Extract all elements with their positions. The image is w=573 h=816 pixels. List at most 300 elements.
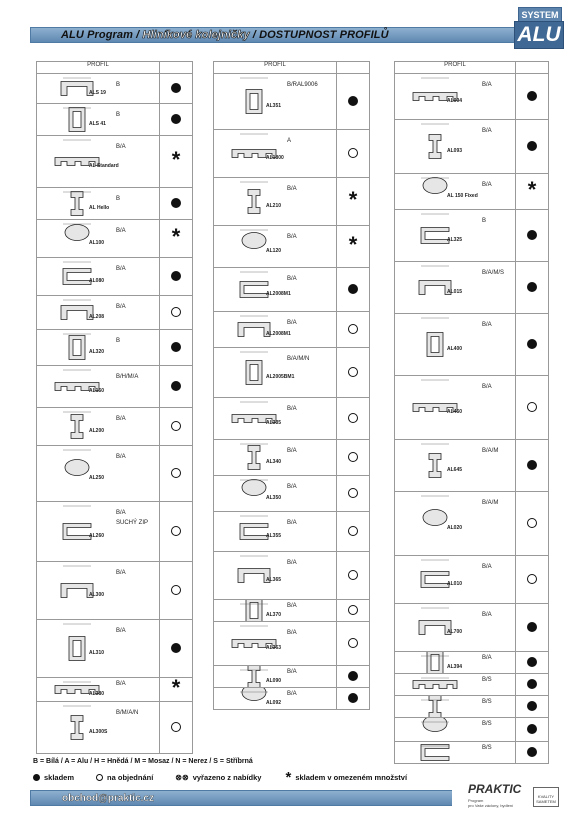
profile-cell bbox=[37, 296, 160, 330]
in-stock-dot-icon bbox=[171, 342, 181, 352]
profile-drawing bbox=[37, 366, 147, 407]
profile-cell bbox=[395, 262, 516, 314]
profile-color-tag: B/A bbox=[482, 322, 492, 328]
availability-cell bbox=[337, 348, 370, 398]
availability-cell bbox=[160, 258, 193, 296]
on-order-ring-icon bbox=[171, 307, 181, 317]
availability-cell bbox=[516, 210, 549, 262]
on-order-ring-icon bbox=[171, 585, 181, 595]
profile-cell bbox=[214, 476, 337, 512]
in-stock-dot-icon bbox=[527, 701, 537, 711]
profile-color-tag: B bbox=[116, 338, 121, 344]
profile-color-tag: B/A/M bbox=[482, 448, 499, 454]
color-legend: B = Bílá / A = Alu / H = Hnědá / M = Mosaz / N = Nerez / S = Stříbrná bbox=[33, 758, 253, 765]
on-order-ring-icon bbox=[348, 638, 358, 648]
in-stock-dot-icon bbox=[527, 230, 537, 240]
profile-cell bbox=[395, 556, 516, 604]
profile-row bbox=[37, 296, 193, 330]
profile-code: AL092 bbox=[266, 700, 282, 706]
on-order-ring-icon bbox=[348, 367, 358, 377]
legend-star-label: skladem v omezeném množství bbox=[295, 773, 408, 782]
profile-color-tag: B/A bbox=[287, 406, 297, 412]
profile-drawing bbox=[395, 174, 505, 209]
profile-drawing bbox=[37, 136, 147, 187]
profile-cell bbox=[37, 188, 160, 220]
profile-drawing bbox=[395, 210, 505, 261]
on-order-ring-icon bbox=[527, 518, 537, 528]
profile-row bbox=[37, 136, 193, 188]
profile-code: AL250 bbox=[89, 475, 105, 481]
profile-code: AL Hello bbox=[89, 205, 110, 211]
on-order-ring-icon bbox=[348, 488, 358, 498]
profile-row bbox=[37, 446, 193, 502]
availability-cell bbox=[516, 696, 549, 718]
profile-code: AL090 bbox=[266, 678, 282, 684]
profile-row bbox=[37, 502, 193, 562]
profile-row bbox=[214, 622, 370, 666]
profile-row bbox=[37, 678, 193, 702]
in-stock-dot-icon bbox=[171, 271, 181, 281]
profile-drawing bbox=[37, 330, 147, 365]
profile-code: AL015 bbox=[447, 289, 463, 295]
availability-cell bbox=[337, 688, 370, 710]
profile-color-tag: B bbox=[116, 196, 121, 202]
profile-code: AL2008M1 bbox=[266, 331, 291, 337]
profile-color-tag: B/A bbox=[287, 603, 297, 609]
profile-drawing bbox=[214, 178, 324, 225]
in-stock-dot-icon bbox=[171, 381, 181, 391]
on-order-ring-icon bbox=[171, 421, 181, 431]
availability-cell bbox=[160, 620, 193, 678]
profile-row bbox=[214, 512, 370, 552]
profile-cell bbox=[37, 330, 160, 366]
in-stock-dot-icon bbox=[348, 671, 358, 681]
profile-cell bbox=[395, 674, 516, 696]
profile-cell bbox=[214, 312, 337, 348]
profile-code: AL208 bbox=[89, 314, 105, 320]
profile-row bbox=[395, 718, 549, 742]
profile-cell bbox=[37, 562, 160, 620]
availability-cell bbox=[516, 314, 549, 376]
profile-row bbox=[395, 314, 549, 376]
profile-drawing bbox=[37, 220, 147, 257]
profile-code: AL450 bbox=[447, 409, 463, 415]
profile-row bbox=[395, 674, 549, 696]
on-order-ring-icon bbox=[348, 452, 358, 462]
profile-row bbox=[214, 348, 370, 398]
profile-code: AL363 bbox=[266, 645, 282, 651]
email-link[interactable]: obchod@praktic.cz bbox=[62, 793, 154, 804]
profile-cell bbox=[395, 604, 516, 652]
in-stock-dot-icon bbox=[348, 96, 358, 106]
availability-cell bbox=[516, 492, 549, 556]
profile-drawing bbox=[37, 258, 147, 295]
profile-color-tag: B/A bbox=[287, 234, 297, 240]
column-header: PROFIL bbox=[214, 62, 337, 74]
in-stock-dot-icon bbox=[527, 339, 537, 349]
availability-cell bbox=[160, 136, 193, 188]
availability-cell bbox=[337, 74, 370, 130]
profile-row bbox=[395, 174, 549, 210]
profile-row bbox=[37, 104, 193, 136]
profile-cell bbox=[214, 268, 337, 312]
on-order-ring-icon bbox=[348, 570, 358, 580]
profile-code: AL325 bbox=[447, 237, 463, 243]
availability-cell bbox=[337, 476, 370, 512]
profile-cell bbox=[37, 446, 160, 502]
profile-color-tag: B/A bbox=[287, 186, 297, 192]
profile-cell bbox=[395, 696, 516, 718]
profile-color-tag: B/A bbox=[116, 416, 126, 422]
profile-cell bbox=[395, 742, 516, 764]
availability-cell bbox=[337, 622, 370, 666]
availability-cell bbox=[516, 718, 549, 742]
profile-code: AL094 bbox=[447, 98, 463, 104]
on-order-ring-icon bbox=[348, 526, 358, 536]
profile-color-tag: B/A bbox=[287, 484, 297, 490]
profile-drawing bbox=[214, 312, 324, 347]
profile-color-tag: B/A bbox=[116, 570, 126, 576]
profile-row bbox=[214, 312, 370, 348]
profile-row bbox=[395, 696, 549, 718]
in-stock-dot-icon bbox=[171, 198, 181, 208]
profile-color-tag: B/A bbox=[482, 182, 492, 188]
system-alu-logo bbox=[512, 7, 564, 49]
profile-row bbox=[395, 556, 549, 604]
profile-drawing bbox=[214, 622, 324, 665]
availability-cell bbox=[160, 104, 193, 136]
profile-cell bbox=[214, 226, 337, 268]
profile-cell bbox=[395, 492, 516, 556]
profile-color-tag: B/A bbox=[482, 128, 492, 134]
limited-stock-asterisk-icon: * bbox=[171, 674, 181, 700]
availability-cell bbox=[337, 600, 370, 622]
availability-cell bbox=[337, 666, 370, 688]
profile-code: AL150 bbox=[89, 388, 105, 394]
limited-stock-asterisk-icon: * bbox=[171, 146, 181, 172]
availability-cell bbox=[160, 702, 193, 754]
asterisk-icon: * bbox=[285, 768, 292, 786]
profile-drawing bbox=[37, 296, 147, 329]
profile-color-tag: B/H/M/A bbox=[116, 374, 139, 380]
profile-drawing bbox=[37, 446, 147, 501]
in-stock-dot-icon bbox=[171, 83, 181, 93]
profile-color-tag: B/A bbox=[116, 454, 126, 460]
availability-cell bbox=[337, 226, 370, 268]
legend-x-label: vyřazeno z nabídky bbox=[192, 773, 262, 782]
profile-code: AL120 bbox=[266, 248, 282, 254]
profile-cell bbox=[214, 600, 337, 622]
profile-row bbox=[37, 408, 193, 446]
profile-cell bbox=[395, 314, 516, 376]
profile-drawing bbox=[37, 678, 147, 701]
profile-cell bbox=[395, 652, 516, 674]
profile-column-1 bbox=[36, 61, 193, 754]
availability-cell bbox=[337, 512, 370, 552]
profile-color-tag: B/A bbox=[116, 681, 126, 687]
profile-cell bbox=[214, 666, 337, 688]
limited-stock-asterisk-icon: * bbox=[171, 223, 181, 249]
crossed-dot-icon: ⊗⊗ bbox=[175, 773, 189, 782]
profile-drawing bbox=[214, 268, 324, 311]
availability-cell bbox=[516, 742, 549, 764]
profile-row bbox=[395, 120, 549, 174]
profile-color-tag: A bbox=[287, 138, 292, 144]
profile-code: AL2005BM1 bbox=[266, 374, 295, 380]
profile-drawing bbox=[214, 552, 324, 599]
profile-drawing bbox=[214, 440, 324, 475]
profile-row bbox=[214, 600, 370, 622]
in-stock-dot-icon bbox=[348, 284, 358, 294]
profile-code: AL380 bbox=[89, 691, 105, 697]
profile-cell bbox=[395, 718, 516, 742]
profile-row bbox=[214, 226, 370, 268]
availability-cell bbox=[160, 366, 193, 408]
profile-row bbox=[214, 74, 370, 130]
availability-cell bbox=[516, 262, 549, 314]
profile-code: ALS 19 bbox=[89, 90, 106, 96]
profile-code: AL260 bbox=[89, 533, 105, 539]
profile-code: AL093 bbox=[447, 148, 463, 154]
dot-icon bbox=[33, 774, 40, 781]
profile-color-tag: B/A bbox=[116, 228, 126, 234]
in-stock-dot-icon bbox=[171, 643, 181, 653]
profile-cell bbox=[214, 178, 337, 226]
profile-cell bbox=[214, 130, 337, 178]
availability-cell bbox=[160, 74, 193, 104]
profile-code: AL300S bbox=[89, 729, 108, 735]
profile-row bbox=[214, 398, 370, 440]
profile-color-tag: B/A bbox=[116, 304, 126, 310]
profile-cell bbox=[214, 74, 337, 130]
header-bar bbox=[30, 27, 550, 43]
in-stock-dot-icon bbox=[527, 679, 537, 689]
profile-color-tag: B/A bbox=[482, 384, 492, 390]
limited-stock-asterisk-icon: * bbox=[527, 176, 537, 202]
profile-code: AL1800 bbox=[266, 155, 284, 161]
availability-cell bbox=[516, 604, 549, 652]
profile-color-tag: B/A bbox=[287, 276, 297, 282]
profile-row bbox=[395, 262, 549, 314]
profile-cell bbox=[395, 210, 516, 262]
availability-cell bbox=[337, 398, 370, 440]
profile-drawing bbox=[37, 620, 147, 677]
profile-cell bbox=[214, 552, 337, 600]
profile-code: AL350 bbox=[266, 495, 282, 501]
profile-color-tag: B/M/A/N bbox=[116, 710, 139, 716]
profile-cell bbox=[214, 688, 337, 710]
profile-color-tag: B/A bbox=[482, 564, 492, 570]
profile-cell bbox=[37, 502, 160, 562]
profile-row bbox=[214, 440, 370, 476]
profile-cell bbox=[37, 620, 160, 678]
profile-drawing bbox=[37, 104, 147, 135]
praktic-logo bbox=[452, 779, 565, 813]
profile-drawing bbox=[37, 408, 147, 445]
profile-cell bbox=[37, 366, 160, 408]
profile-code: AL340 bbox=[266, 459, 282, 465]
profile-color-tag: B/A bbox=[482, 82, 492, 88]
profile-color-tag: B/S bbox=[482, 721, 492, 727]
profile-drawing bbox=[37, 502, 147, 561]
profile-row bbox=[395, 742, 549, 764]
profile-color-tag: B/A bbox=[287, 448, 297, 454]
profile-color-tag: B/A bbox=[287, 560, 297, 566]
profile-cell bbox=[37, 136, 160, 188]
availability-cell bbox=[160, 330, 193, 366]
availability-cell bbox=[516, 74, 549, 120]
profile-cell bbox=[395, 376, 516, 440]
profile-extra-tag: SUCHÝ ZIP bbox=[116, 520, 149, 526]
profile-color-tag: B/A bbox=[116, 266, 126, 272]
title-part3: / DOSTUPNOST PROFILŮ bbox=[249, 29, 389, 41]
profile-row bbox=[214, 552, 370, 600]
page-title bbox=[61, 29, 389, 41]
profile-color-tag: B/A bbox=[116, 628, 126, 634]
profile-drawing bbox=[37, 188, 147, 219]
availability-cell bbox=[160, 296, 193, 330]
availability-cell bbox=[516, 120, 549, 174]
profile-row bbox=[37, 220, 193, 258]
profile-drawing bbox=[37, 74, 147, 103]
profile-row bbox=[37, 74, 193, 104]
profile-row bbox=[37, 258, 193, 296]
profile-cell bbox=[37, 220, 160, 258]
availability-cell bbox=[337, 312, 370, 348]
in-stock-dot-icon bbox=[348, 693, 358, 703]
in-stock-dot-icon bbox=[527, 141, 537, 151]
profile-code: AL370 bbox=[266, 612, 282, 618]
availability-cell bbox=[160, 408, 193, 446]
profile-color-tag: B/A bbox=[116, 510, 126, 516]
on-order-ring-icon bbox=[171, 722, 181, 732]
profile-color-tag: B/A/M/S bbox=[482, 270, 505, 276]
profile-code: AL210 bbox=[266, 203, 282, 209]
in-stock-dot-icon bbox=[527, 622, 537, 632]
in-stock-dot-icon bbox=[527, 460, 537, 470]
profile-row bbox=[37, 188, 193, 220]
profile-cell bbox=[395, 120, 516, 174]
profile-cell bbox=[37, 74, 160, 104]
in-stock-dot-icon bbox=[171, 114, 181, 124]
quality-badge: KVALITY SAMETEM bbox=[533, 787, 559, 807]
brand-sub1: Program bbox=[468, 798, 484, 803]
on-order-ring-icon bbox=[348, 324, 358, 334]
availability-cell bbox=[337, 552, 370, 600]
profile-row bbox=[214, 688, 370, 710]
profile-row bbox=[214, 268, 370, 312]
profile-drawing bbox=[214, 476, 324, 511]
profile-row bbox=[37, 562, 193, 620]
profile-code: AL300 bbox=[89, 592, 105, 598]
profile-row bbox=[214, 666, 370, 688]
availability-legend bbox=[33, 768, 408, 786]
profile-drawing bbox=[395, 74, 505, 119]
profile-drawing bbox=[214, 398, 324, 439]
availability-cell bbox=[337, 440, 370, 476]
in-stock-dot-icon bbox=[527, 657, 537, 667]
profile-color-tag: B/A bbox=[482, 612, 492, 618]
on-order-ring-icon bbox=[171, 468, 181, 478]
profile-color-tag: B/A bbox=[116, 144, 126, 150]
profile-color-tag: B/S bbox=[482, 677, 492, 683]
profile-color-tag: B/A bbox=[287, 320, 297, 326]
profile-cell bbox=[214, 398, 337, 440]
brand-sub2: pro Vaše záclony, bydlení bbox=[468, 803, 514, 808]
profile-cell bbox=[395, 74, 516, 120]
profile-cell bbox=[37, 702, 160, 754]
availability-cell bbox=[160, 188, 193, 220]
profile-code: AL100 bbox=[89, 240, 105, 246]
availability-cell bbox=[516, 174, 549, 210]
on-order-ring-icon bbox=[348, 413, 358, 423]
profile-row bbox=[214, 130, 370, 178]
profile-color-tag: B/S bbox=[482, 699, 492, 705]
profile-code: AL200 bbox=[89, 428, 105, 434]
profile-code: AL365 bbox=[266, 577, 282, 583]
profile-code: AL310 bbox=[89, 650, 105, 656]
logo-top-text: SYSTEM bbox=[518, 7, 562, 23]
profile-code: AL700 bbox=[447, 629, 463, 635]
profile-code: AL335 bbox=[266, 420, 282, 426]
profile-code: AL320 bbox=[89, 349, 105, 355]
profile-cell bbox=[37, 408, 160, 446]
profile-row bbox=[395, 652, 549, 674]
profile-color-tag: B/A bbox=[482, 655, 492, 661]
legend-ring-label: na objednání bbox=[107, 773, 154, 782]
profile-row bbox=[37, 702, 193, 754]
profile-color-tag: B/A bbox=[287, 691, 297, 697]
profile-drawing bbox=[214, 226, 324, 267]
profile-row bbox=[395, 376, 549, 440]
logo-main-text: ALU bbox=[514, 21, 564, 49]
profile-color-tag: B/RAL9006 bbox=[287, 82, 318, 88]
limited-stock-asterisk-icon: * bbox=[348, 231, 358, 257]
on-order-ring-icon bbox=[527, 574, 537, 584]
legend-dot-label: skladem bbox=[44, 773, 75, 782]
profile-cell bbox=[37, 678, 160, 702]
profile-color-tag: B bbox=[116, 112, 121, 118]
profile-cell bbox=[37, 104, 160, 136]
title-part1: ALU Program / bbox=[61, 29, 143, 41]
profile-row bbox=[214, 476, 370, 512]
availability-cell bbox=[160, 220, 193, 258]
profile-code: AL080 bbox=[89, 278, 105, 284]
availability-cell bbox=[516, 556, 549, 604]
profile-column-2 bbox=[213, 61, 370, 710]
column-header: PROFIL bbox=[395, 62, 516, 74]
profile-color-tag: B/A bbox=[287, 669, 297, 675]
availability-cell bbox=[516, 652, 549, 674]
in-stock-dot-icon bbox=[527, 91, 537, 101]
limited-stock-asterisk-icon: * bbox=[348, 186, 358, 212]
ring-icon bbox=[96, 774, 103, 781]
profile-color-tag: B/A/M/N bbox=[287, 356, 310, 362]
profile-cell bbox=[395, 440, 516, 492]
profile-code: AL351 bbox=[266, 103, 282, 109]
profile-cell bbox=[214, 512, 337, 552]
profile-row bbox=[395, 604, 549, 652]
profile-row bbox=[395, 492, 549, 556]
profile-row bbox=[395, 74, 549, 120]
profile-drawing bbox=[214, 130, 324, 177]
availability-cell bbox=[337, 268, 370, 312]
profile-row bbox=[37, 366, 193, 408]
profile-cell bbox=[37, 258, 160, 296]
profile-column-3 bbox=[394, 61, 549, 764]
profile-cell bbox=[214, 440, 337, 476]
profile-color-tag: B bbox=[482, 218, 487, 224]
